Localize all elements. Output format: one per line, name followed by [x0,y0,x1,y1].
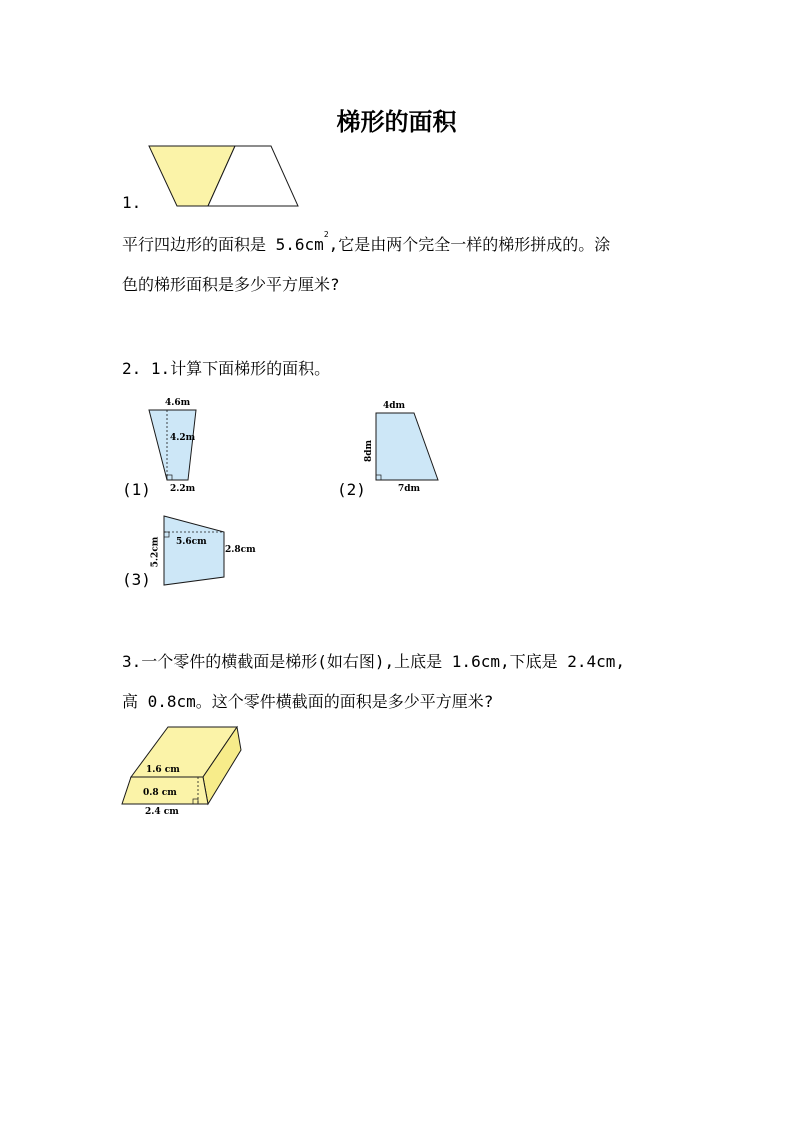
q1-text-line1-sup: 2 [323,230,329,239]
q1-text-line1-pre: 平行四边形的面积是 5.6cm [122,235,324,254]
page-title: 梯形的面积 [336,107,457,136]
q1-text-line1 [122,232,610,255]
q2-fig2-label: (2) [337,480,366,499]
q2-fig1-top-label: 4.6m [165,398,191,408]
q3-fig-height-label: 0.8 cm [143,788,177,798]
q2-fig2-top-label: 4dm [383,401,406,411]
q3-prism-figure [115,720,250,820]
q3-fig-bottom-label: 2.4 cm [145,807,179,817]
q3-text-line1: 3.一个零件的横截面是梯形(如右图),上底是 1.6cm,下底是 2.4cm, [122,652,626,671]
q2-fig2-height-label: 8dm [364,439,375,463]
q1-text-line1-post: ,它是由两个完全一样的梯形拼成的。涂 [328,235,611,254]
q2-fig2-bottom-label: 7dm [398,484,421,494]
q2-fig1-bottom-label: 2.2m [170,484,196,494]
q1-text-line2: 色的梯形面积是多少平方厘米? [122,275,340,294]
q2-fig3-height-label: 5.6cm [176,537,207,547]
q2-header: 2. 1.计算下面梯形的面积。 [122,359,331,378]
q3-text-line2: 高 0.8cm。这个零件横截面的面积是多少平方厘米? [122,692,494,711]
q2-fig3-right-label: 2.8cm [225,545,256,555]
q1-parallelogram-figure [140,140,310,215]
q2-fig1-label: (1) [122,480,151,499]
q2-fig1-trapezoid [140,395,230,495]
q2-fig3-label: (3) [122,570,151,589]
q3-fig-top-label: 1.6 cm [146,765,180,775]
q1-number: 1. [122,193,142,212]
q2-fig3-left-label: 5.2cm [150,536,161,568]
q2-fig2-trapezoid [370,400,450,490]
q2-fig1-height-label: 4.2m [170,433,196,443]
